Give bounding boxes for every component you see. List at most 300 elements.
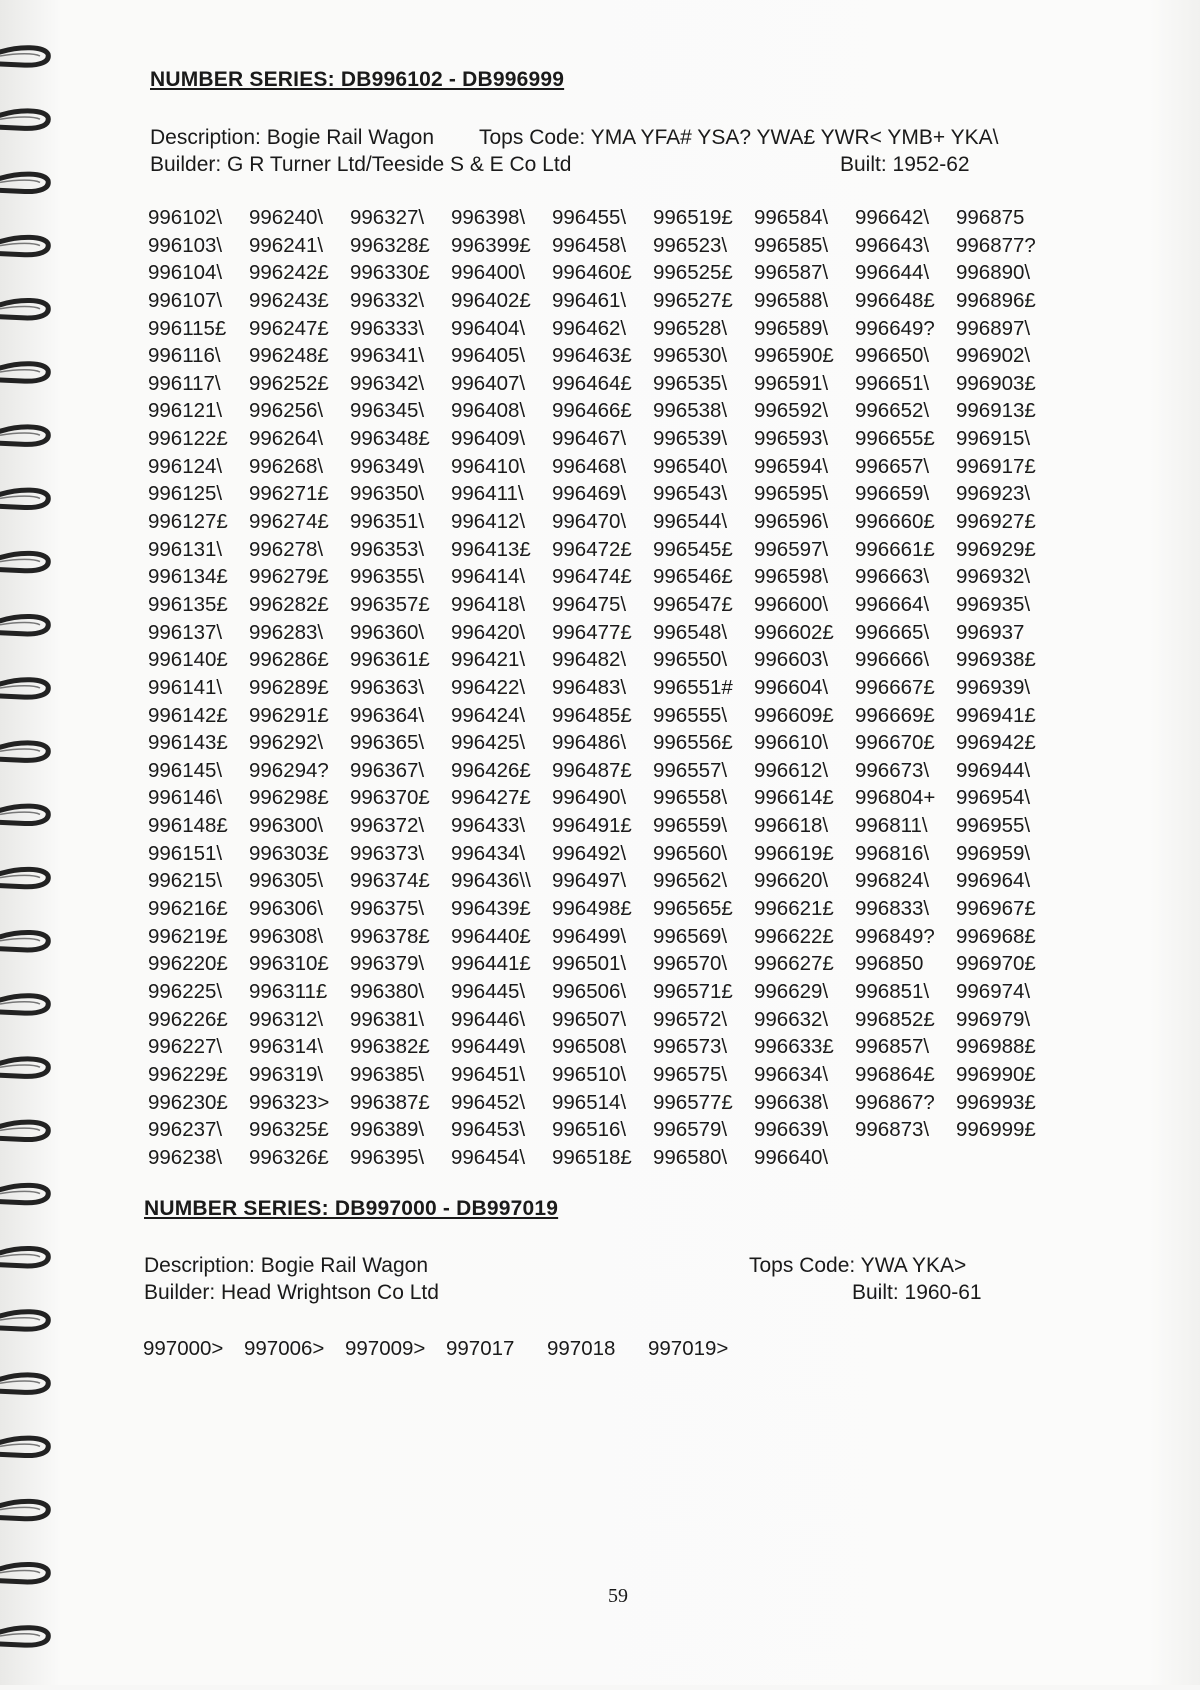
table-cell: 996330£ [350, 261, 430, 285]
table-cell: 996241\ [249, 233, 324, 257]
list-item: 997009> [345, 1337, 426, 1360]
table-cell: 996229£ [148, 1062, 228, 1086]
table-cell: 996804+ [855, 786, 936, 810]
table-cell: 996227\ [148, 1035, 223, 1059]
table-cell: 996452\ [451, 1090, 526, 1114]
table-cell: 996594\ [754, 454, 829, 478]
spiral-coil-highlight [0, 1381, 40, 1383]
table-cell: 996902\ [956, 344, 1031, 368]
table-cell: 996370£ [350, 786, 430, 810]
spiral-coil [0, 1375, 48, 1392]
table-cell: 996238\ [148, 1145, 223, 1169]
table-cell: 996407\ [451, 371, 526, 395]
spiral-coil-highlight [0, 686, 40, 688]
spiral-coil-highlight [0, 623, 40, 625]
table-cell: 996944\ [956, 758, 1031, 782]
table-cell: 996294? [249, 758, 329, 782]
table-cell: 996326£ [249, 1145, 329, 1169]
table-cell: 996475\ [552, 592, 627, 616]
spiral-coil [0, 1565, 48, 1582]
series-2-built: Built: 1960-61 [852, 1281, 982, 1304]
table-cell: 996597\ [754, 537, 829, 561]
spiral-coil-highlight [0, 1571, 40, 1573]
table-cell: 996425\ [451, 731, 526, 755]
spiral-coil [0, 1501, 48, 1518]
list-item: 997000> [143, 1337, 224, 1360]
series-1-heading: NUMBER SERIES: DB996102 - DB996999 [150, 68, 565, 91]
table-cell: 996941£ [956, 703, 1036, 727]
table-cell: 996565£ [653, 897, 733, 921]
series-2-number-list [143, 1337, 749, 1361]
spiral-coil-highlight [0, 496, 40, 498]
table-cell: 996562\ [653, 869, 728, 893]
table-cell: 996365\ [350, 731, 425, 755]
table-cell: 996464£ [552, 371, 632, 395]
table-cell: 996310£ [249, 952, 329, 976]
table-cell: 996308\ [249, 924, 324, 948]
table-cell: 996572\ [653, 1007, 728, 1031]
spiral-coil [0, 364, 48, 381]
table-cell: 996248£ [249, 344, 329, 368]
table-cell: 996850 [855, 952, 924, 976]
table-cell: 996664\ [855, 592, 930, 616]
table-cell: 996663\ [855, 565, 930, 589]
spiral-coil [0, 490, 48, 507]
table-cell: 996264\ [249, 427, 324, 451]
table-cell: 996363\ [350, 675, 425, 699]
table-cell: 996226£ [148, 1007, 228, 1031]
spiral-coil [0, 111, 48, 128]
table-cell: 996873\ [855, 1118, 930, 1142]
table-cell: 996420\ [451, 620, 526, 644]
table-cell: 996243£ [249, 288, 329, 312]
table-cell: 996422\ [451, 675, 526, 699]
table-cell: 996148£ [148, 814, 228, 838]
table-cell: 996402£ [451, 288, 531, 312]
series-1-grid [148, 204, 1057, 1171]
table-cell: 996328£ [350, 233, 430, 257]
table-cell: 996669£ [855, 703, 935, 727]
table-cell: 996550\ [653, 648, 728, 672]
table-cell: 996433\ [451, 814, 526, 838]
table-cell: 996240\ [249, 206, 324, 229]
table-cell: 996483\ [552, 675, 627, 699]
spiral-coil-highlight [0, 243, 40, 245]
table-cell: 996116\ [148, 344, 221, 368]
list-item: 997006> [244, 1337, 325, 1360]
table-cell: 996292\ [249, 731, 324, 755]
page-number: 59 [608, 1585, 628, 1607]
table-cell: 996506\ [552, 979, 627, 1003]
table-cell: 996968£ [956, 924, 1036, 948]
table-cell: 996651\ [855, 371, 930, 395]
table-cell: 996667£ [855, 675, 935, 699]
table-cell: 996939\ [956, 675, 1031, 699]
spiral-coil-highlight [0, 180, 40, 182]
table-cell: 996314\ [249, 1035, 324, 1059]
spiral-coil-highlight [0, 1191, 40, 1193]
table-cell: 996364\ [350, 703, 425, 727]
series-1-builder: Builder: G R Turner Ltd/Teeside S & E Co Ltd [150, 153, 572, 176]
table-cell: 996298£ [249, 786, 329, 810]
table-cell: 996569\ [653, 924, 728, 948]
table-cell: 996107\ [148, 288, 223, 312]
table-cell: 996999£ [956, 1118, 1036, 1142]
table-cell: 996507\ [552, 1007, 627, 1031]
spiral-coil [0, 996, 48, 1013]
table-cell: 996497\ [552, 869, 627, 893]
spiral-coil-highlight [0, 1634, 40, 1636]
table-cell: 996935\ [956, 592, 1031, 616]
table-cell: 996633£ [754, 1035, 834, 1059]
table-cell: 996124\ [148, 454, 223, 478]
table-cell: 996523\ [653, 233, 728, 257]
table-cell: 996350\ [350, 482, 425, 506]
table-cell: 996942£ [956, 731, 1036, 755]
table-cell: 996131\ [148, 537, 223, 561]
spiral-coil-highlight [0, 1318, 40, 1320]
table-cell: 996274£ [249, 510, 329, 534]
table-cell: 996938£ [956, 648, 1036, 672]
table-cell: 996639\ [754, 1118, 829, 1142]
table-cell: 996306\ [249, 897, 324, 921]
table-cell: 996857\ [855, 1035, 930, 1059]
table-cell: 996603\ [754, 648, 829, 672]
table-cell: 996375\ [350, 897, 425, 921]
table-cell: 996353\ [350, 537, 425, 561]
table-cell: 996557\ [653, 758, 728, 782]
table-cell: 996374£ [350, 869, 430, 893]
series-1-number-table [148, 204, 1057, 1171]
table-cell: 996140£ [148, 648, 228, 672]
table-cell: 996237\ [148, 1118, 223, 1142]
table-cell: 996573\ [653, 1035, 728, 1059]
table-cell: 996580\ [653, 1145, 728, 1169]
table-cell: 996282£ [249, 592, 329, 616]
table-cell: 996967£ [956, 897, 1036, 921]
table-cell: 996589\ [754, 316, 829, 340]
table-cell: 996527£ [653, 288, 733, 312]
table-cell: 996629\ [754, 979, 829, 1003]
table-cell: 996660£ [855, 510, 935, 534]
table-cell: 996151\ [148, 841, 223, 865]
table-cell: 996389\ [350, 1118, 425, 1142]
table-cell: 996932\ [956, 565, 1031, 589]
spiral-coil-highlight [0, 117, 40, 119]
table-cell: 996421\ [451, 648, 526, 672]
table-cell: 996595\ [754, 482, 829, 506]
table-cell: 996219£ [148, 924, 228, 948]
spiral-coil-highlight [0, 939, 40, 941]
table-cell: 996242£ [249, 261, 329, 285]
table-cell: 996598\ [754, 565, 829, 589]
table-cell: 996104\ [148, 261, 223, 285]
table-cell: 996510\ [552, 1062, 627, 1086]
table-cell: 996135£ [148, 592, 228, 616]
table-cell: 996125\ [148, 482, 223, 506]
spiral-coil-highlight [0, 875, 40, 877]
spiral-coil [0, 869, 48, 886]
table-cell [855, 1144, 956, 1172]
table-cell: 996446\ [451, 1007, 526, 1031]
table-cell: 996543\ [653, 482, 728, 506]
table-cell: 996903£ [956, 371, 1036, 395]
table-cell: 996665\ [855, 620, 930, 644]
table-cell: 996544\ [653, 510, 728, 534]
table-cell: 996614£ [754, 786, 834, 810]
table-cell: 996289£ [249, 675, 329, 699]
spiral-coil [0, 48, 48, 65]
series-2-heading: NUMBER SERIES: DB997000 - DB997019 [144, 1197, 559, 1220]
table-cell: 996117\ [148, 371, 221, 395]
table-cell: 996247£ [249, 316, 329, 340]
table-cell: 996518£ [552, 1145, 632, 1169]
table-cell: 996400\ [451, 261, 526, 285]
table-cell: 996137\ [148, 620, 223, 644]
spiral-coil-highlight [0, 1002, 40, 1004]
table-cell: 996333\ [350, 316, 425, 340]
table-cell: 996620\ [754, 869, 829, 893]
table-cell: 996468\ [552, 454, 627, 478]
table-cell: 996230£ [148, 1090, 228, 1114]
table-cell: 996463£ [552, 344, 632, 368]
table-cell: 996319\ [249, 1062, 324, 1086]
table-cell: 996964\ [956, 869, 1031, 893]
series-2-builder: Builder: Head Wrightson Co Ltd [144, 1281, 439, 1304]
series-2-description: Description: Bogie Rail Wagon [144, 1254, 429, 1277]
spiral-coil-highlight [0, 1255, 40, 1257]
spiral-coil [0, 743, 48, 760]
table-cell: 996602£ [754, 620, 834, 644]
spiral-coil [0, 617, 48, 634]
table-cell: 996955\ [956, 814, 1031, 838]
table-cell: 996591\ [754, 371, 829, 395]
table-cell: 996897\ [956, 316, 1031, 340]
table-cell: 996970£ [956, 952, 1036, 976]
table-cell: 996134£ [148, 565, 228, 589]
table-cell: 996634\ [754, 1062, 829, 1086]
table-cell: 996291£ [249, 703, 329, 727]
spiral-coil [0, 174, 48, 191]
table-cell: 996516\ [552, 1118, 627, 1142]
table-cell: 996215\ [148, 869, 223, 893]
table-cell: 996492\ [552, 841, 627, 865]
table-cell: 996469\ [552, 482, 627, 506]
table-cell: 996546£ [653, 565, 733, 589]
spiral-coil [0, 427, 48, 444]
table-cell: 996127£ [148, 510, 228, 534]
spiral-coil-highlight [0, 370, 40, 372]
table-cell: 996923\ [956, 482, 1031, 506]
table-cell: 996409\ [451, 427, 526, 451]
table-cell: 996547£ [653, 592, 733, 616]
table-cell: 996535\ [653, 371, 728, 395]
table-cell: 996458\ [552, 233, 627, 257]
table-cell: 996612\ [754, 758, 829, 782]
spiral-coil [0, 237, 48, 254]
series-2-heading-wrap [144, 1197, 558, 1221]
table-cell: 996461\ [552, 288, 627, 312]
table-cell: 996652\ [855, 399, 930, 423]
series-2-meta [144, 1252, 1044, 1306]
table-cell: 996558\ [653, 786, 728, 810]
table-cell: 996577£ [653, 1090, 733, 1114]
table-cell: 996387£ [350, 1090, 430, 1114]
table-cell: 996560\ [653, 841, 728, 865]
table-cell: 996351\ [350, 510, 425, 534]
spiral-binding [0, 0, 60, 1685]
table-cell: 996348£ [350, 427, 430, 451]
table-cell: 996849? [855, 924, 935, 948]
table-cell: 996252£ [249, 371, 329, 395]
table-cell: 996472£ [552, 537, 632, 561]
table-cell: 996283\ [249, 620, 324, 644]
series-1-description: Description: Bogie Rail Wagon [150, 126, 435, 149]
table-cell: 996619£ [754, 841, 834, 865]
table-cell: 996418\ [451, 592, 526, 616]
table-cell: 996398\ [451, 206, 526, 229]
table-cell: 996993£ [956, 1090, 1036, 1114]
table-cell: 996449\ [451, 1035, 526, 1059]
table-cell: 996413£ [451, 537, 531, 561]
table-cell: 996851\ [855, 979, 930, 1003]
table-cell: 996988£ [956, 1035, 1036, 1059]
table-cell: 996525£ [653, 261, 733, 285]
table-cell: 996440£ [451, 924, 531, 948]
table-cell: 996974\ [956, 979, 1031, 1003]
table-cell: 996864£ [855, 1062, 935, 1086]
spiral-coils [0, 0, 60, 1685]
table-cell: 996596\ [754, 510, 829, 534]
table-cell: 996225\ [148, 979, 223, 1003]
table-cell: 996256\ [249, 399, 324, 423]
table-cell: 996399£ [451, 233, 531, 257]
table-cell: 996379\ [350, 952, 425, 976]
table-cell: 996575\ [653, 1062, 728, 1086]
table-cell: 996519£ [653, 206, 733, 229]
table-cell: 996372\ [350, 814, 425, 838]
table-cell: 996311£ [249, 979, 328, 1003]
table-cell: 996490\ [552, 786, 627, 810]
table-cell: 996555\ [653, 703, 728, 727]
table-cell: 996414\ [451, 565, 526, 589]
table-cell: 996143£ [148, 731, 228, 755]
spiral-coil-highlight [0, 1065, 40, 1067]
table-cell: 996327\ [350, 206, 425, 229]
table-cell: 996436\\ [451, 869, 531, 893]
table-cell: 996867? [855, 1090, 935, 1114]
table-cell: 996852£ [855, 1007, 935, 1031]
table-cell: 996666\ [855, 648, 930, 672]
spiral-coil-highlight [0, 1507, 40, 1509]
table-cell: 996405\ [451, 344, 526, 368]
table-cell: 996487£ [552, 758, 632, 782]
spiral-coil-highlight [0, 307, 40, 309]
table-cell: 996875 [956, 206, 1025, 229]
spiral-coil [0, 933, 48, 950]
table-cell: 996514\ [552, 1090, 627, 1114]
table-cell: 996467\ [552, 427, 627, 451]
table-cell: 996638\ [754, 1090, 829, 1114]
table-cell: 996323> [249, 1090, 330, 1114]
table-cell: 996434\ [451, 841, 526, 865]
table-cell: 996937 [956, 620, 1025, 644]
table-cell: 996890\ [956, 261, 1031, 285]
table-cell: 996659\ [855, 482, 930, 506]
table-cell: 996579\ [653, 1118, 728, 1142]
spiral-coil [0, 1122, 48, 1139]
table-cell: 996142£ [148, 703, 228, 727]
table-cell: 996477£ [552, 620, 632, 644]
spiral-coil [0, 1249, 48, 1266]
table-cell: 996644\ [855, 261, 930, 285]
table-cell: 996571£ [653, 979, 733, 1003]
table-cell: 996360\ [350, 620, 425, 644]
table-cell: 996411\ [451, 482, 524, 506]
table-cell: 996545£ [653, 537, 733, 561]
table-cell: 996551# [653, 675, 733, 699]
table-cell: 996816\ [855, 841, 930, 865]
table-cell [956, 1144, 1057, 1172]
table-cell: 996954\ [956, 786, 1031, 810]
table-cell: 996538\ [653, 399, 728, 423]
table-cell: 996453\ [451, 1118, 526, 1142]
table-cell: 996122£ [148, 427, 228, 451]
table-cell: 996451\ [451, 1062, 526, 1086]
table-cell: 996915\ [956, 427, 1031, 451]
table-cell: 996385\ [350, 1062, 425, 1086]
table-cell: 996670£ [855, 731, 935, 755]
table-cell: 996498£ [552, 897, 632, 921]
table-cell: 996286£ [249, 648, 329, 672]
table-cell: 996610\ [754, 731, 829, 755]
table-cell: 996833\ [855, 897, 930, 921]
series-1-heading-wrap [150, 68, 564, 92]
spiral-coil-highlight [0, 54, 40, 56]
table-cell: 996342\ [350, 371, 425, 395]
series-1-meta [150, 124, 1050, 178]
table-cell: 996373\ [350, 841, 425, 865]
spiral-coil [0, 1312, 48, 1329]
table-cell: 996355\ [350, 565, 425, 589]
table-cell: 996404\ [451, 316, 526, 340]
table-cell: 996913£ [956, 399, 1036, 423]
table-cell: 996811\ [855, 814, 928, 838]
table-cell: 996410\ [451, 454, 526, 478]
table-cell: 996121\ [148, 399, 223, 423]
list-item: 997019> [648, 1337, 729, 1360]
table-cell: 996115£ [148, 316, 227, 340]
table-cell: 996508\ [552, 1035, 627, 1059]
table-cell: 996661£ [855, 537, 935, 561]
table-cell: 996877? [956, 233, 1036, 257]
table-cell: 996896£ [956, 288, 1036, 312]
table-cell: 996466£ [552, 399, 632, 423]
table-cell: 996929£ [956, 537, 1036, 561]
table-cell: 996145\ [148, 758, 223, 782]
table-cell: 996345\ [350, 399, 425, 423]
table-cell: 996559\ [653, 814, 728, 838]
table-cell: 996367\ [350, 758, 425, 782]
table-cell: 996486\ [552, 731, 627, 755]
table-cell: 996570\ [653, 952, 728, 976]
table-cell: 996341\ [350, 344, 425, 368]
table-cell: 996381\ [350, 1007, 425, 1031]
series-1-built: Built: 1952-62 [840, 153, 970, 176]
list-item: 997018 [547, 1337, 616, 1360]
table-cell: 996609£ [754, 703, 834, 727]
table-cell: 996604\ [754, 675, 829, 699]
